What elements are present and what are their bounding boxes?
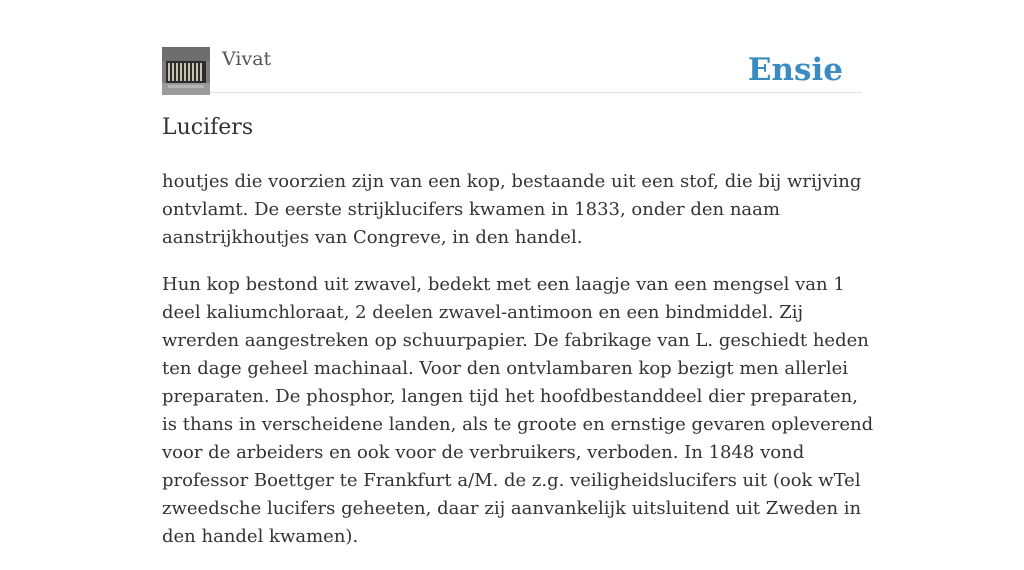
site-header [162, 46, 862, 93]
paragraph: Hun kop bestond uit zwavel, bedekt met een laagje van een mengsel van 1 deel kaliumchloraat, 2 deelen zwavel-antimoon en een bindmiddel. Zij wrerden aangestreken op schuurpapier. De fabrikage van L. geschiedt heden ten dage geheel machinaal. Voor den ontvlambaren kop bezigt men allerlei preparaten. De phosphor, langen tijd het hoofdbestanddeel dier preparaten, is thans in verscheidene landen, als te groote en ernstige gevaren opleverend voor de arbeiders en ook voor de verbruikers, verboden. In 1848 vond professor Boettger te Frankfurt a/M. de z.g. veiligheidslucifers uit (ook wTel zweedsche lucifers geheeten, daar zij aanvankelijk uitsluitend uit Zweden in den handel kwamen). [162, 274, 874, 547]
paragraph: houtjes die voorzien zijn van een kop, bestaande uit een stof, die bij wrijving ontvlamt. De eerste strijklucifers kwamen in 1833, onder den naam aanstrijkhoutjes van Congreve, in den handel. [162, 171, 862, 248]
avatar[interactable] [162, 47, 210, 95]
page-title: Lucifers [162, 115, 254, 140]
author-name[interactable]: Vivat [222, 48, 272, 70]
brand-logo[interactable]: Ensie [747, 52, 843, 88]
avatar-image [162, 47, 210, 95]
article-body [162, 168, 874, 570]
